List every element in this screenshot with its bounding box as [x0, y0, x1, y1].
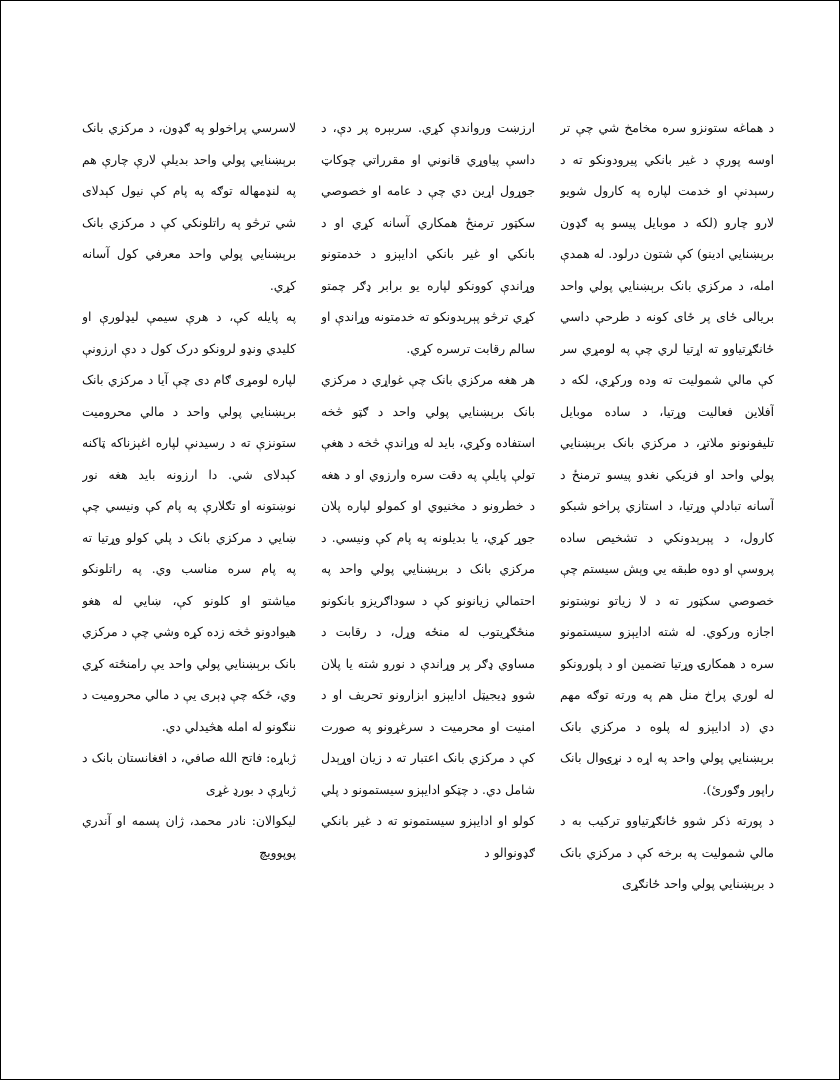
paragraph: د هماغه ستونزو سره مخامخ شي چې تر اوسه پورې د غير بانکي پيرودونکو ته د رسېدنې او خدمت لپاره په کارول شويو لارو چارو (لکه د موبايل پيسو په ګډون برېښنايي ادينو) کې شتون درلود. له همدې امله، د مرکزي بانک برېښنايي پولي واحد بريالی ځای پر ځای کونه د طرحې داسي ځانګړتياوو ته اړتيا لري چې په لومړي سر کې مالي شموليت ته وده ورکړي، لکه د آفلاين فعاليت وړتيا، د ساده موبايل تليفونونو ملاتړ، د مرکزي بانک برېښنايي پولي واحد او فزيکي نغدو پيسو ترمنځ د آسانه تبادلې وړتيا، د استازي پراخو شبکو کارول، د پېرېدونکي د تشخيص ساده پروسې او دوه طبقه يي وېش سيستم چې خصوصي سکټور ته د لا زياتو نوښتونو اجازه ورکوي. له شته ادايېزو سيستمونو سره د همکارۍ وړتيا تضمين او د پلورونکو له لوري پراخ منل هم په ورته توګه مهم دي (د ادايېزو له پلوه د مرکزي بانک برېښنايي پولي واحد په اړه د نړۍوال بانک راپور وګورئ). [560, 121, 774, 797]
text-column-middle [321, 113, 535, 1043]
text-column-left [82, 113, 296, 1043]
translator-credit: ژباړه: فاتح الله صافي، د افغانستان بانک د ژباړې د بورډ غړی [82, 751, 296, 797]
paragraph: هر هغه مرکزي بانک چې غواړي د مرکزي بانک برېښنايي پولي واحد د ګټو څخه استفاده وکړي، بايد له وړاندې څخه د هغې تولې پايلې په دقت سره وارزوي او د هغه د خطرونو د مخنيوي او کمولو لپاره پلان جوړ کړي، يا بديلونه په پام کې ونيسي. د مرکزي بانک د برېښنايي پولي واحد په احتمالي زيانونو کې د سوداګريزو بانکونو منځګړيتوب له منځه وړل، د رقابت د مساوي ډګر پر وړاندې د نورو شته يا پلان شوو ډيجيټل ادايېزو ابزارونو تحريف او د امنيت او محرميت د سرغړونو په صورت کې د مرکزي بانک اعتبار ته د زيان اوړېدل شامل دي. د چټکو ادايېزو سيستمونو د پلي کولو او ادايېزو سيستمونو ته د غير بانکي ګډونوالو د [321, 373, 535, 860]
paragraph: په پايله کې، د هرې سيمې ليډلورې او کليدي ونډو لرونکو درک کول د دې ارزونې لپاره لومړی ګام دی چې آيا د مرکزي بانک برېښنايي پولي واحد د مالي محروميت ستونزې ته د رسيدنې لپاره اغېزناکه ټاکنه کېدلای شي. دا ارزونه بايد هغه نور نوښتونه او تګلارې په پام کې ونيسي چې ښايي د مرکزي بانک د پلي کولو وړتيا ته په پام سره مناسب وي. په راتلونکو مياشتو او کلونو کې، ښايي له هغو هيوادونو څخه زده کړه وشي چې د مرکزي بانک برېښنايي پولي واحد يې رامنځته کړي وي، ځکه چې ډېری يې د مالي محروميت د ننګونو له امله هڅيدلي دي. [82, 310, 296, 734]
paragraph: ارزښت ورواندې کړي. سربېره پر دې، د داسې پياوړي قانوني او مقرراتي چوکاټ جوړول اړين دي چې د عامه او خصوصي سکټور ترمنځ همکاري آسانه کړي او د بانکي او غير بانکي ادايېزو د خدمتونو وړاندې کوونکو لپاره يو برابر ډګر چمتو کړي ترڅو پېرېدونکو ته خدمتونه وړاندې او سالم رقابت ترسره کړي. [321, 121, 535, 356]
text-columns [81, 113, 774, 1043]
authors-credit: ليکوالان: نادر محمد، ژان پسمه او آندري پوپوويچ [82, 814, 296, 860]
text-column-right [560, 113, 774, 1043]
paragraph: د پورته ذکر شوو ځانګړتياوو ترکيب به د مالي شموليت په برخه کې د مرکزي بانک د برېښنايي پولي واحد ځانګړی [560, 814, 774, 891]
paragraph: لاسرسي پراخولو په ګډون، د مرکزي بانک برېښنايي پولي واحد بديلې لارې چارې هم په لنډمهاله توګه په پام کې نيول کېدلای شي ترڅو په راتلونکي کې د مرکزي بانک برېښنايي پولي واحد معرفي کول آسانه کړي. [82, 121, 296, 293]
